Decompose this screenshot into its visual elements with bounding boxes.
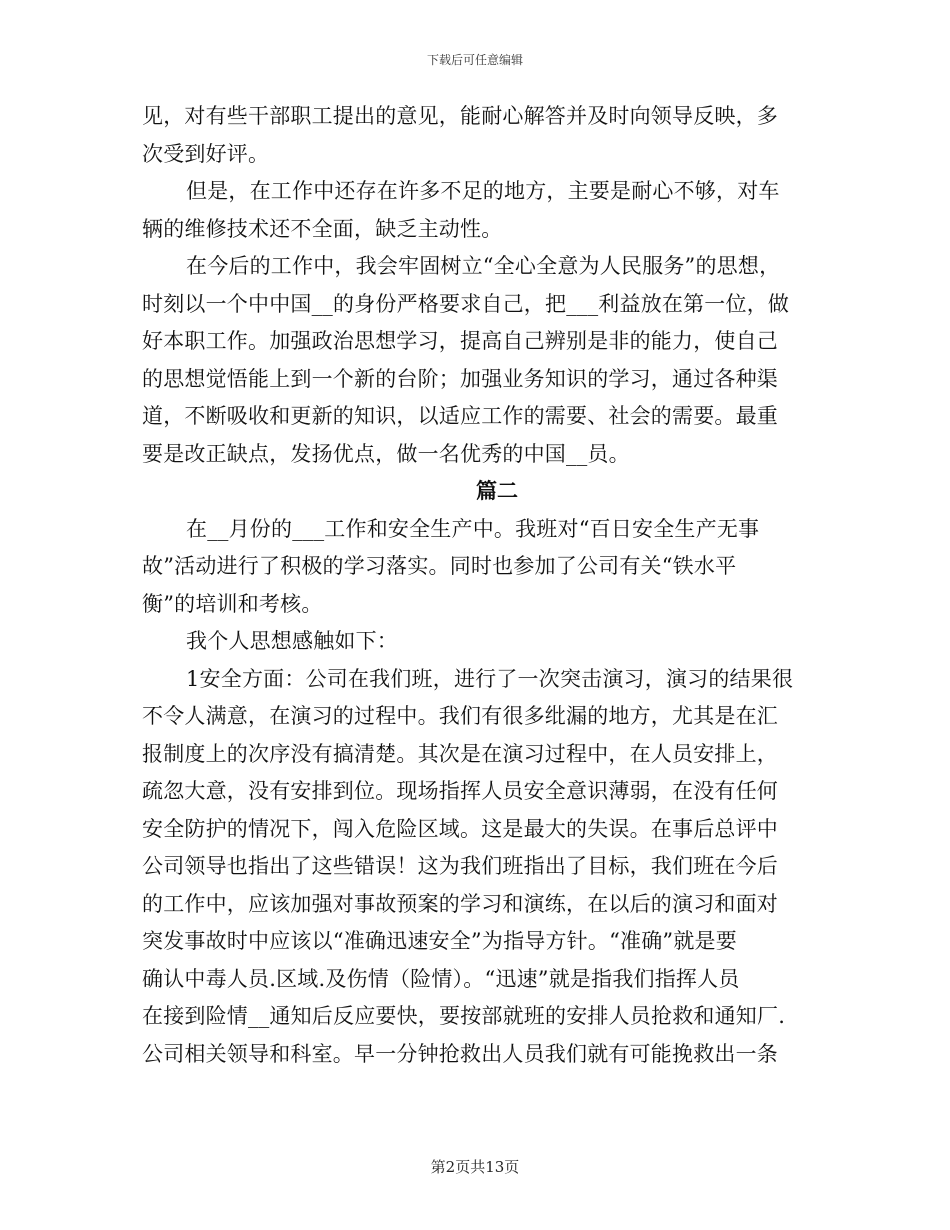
paragraph-line: 衡”的培训和考核。 bbox=[142, 591, 323, 616]
paragraph-line: 次受到好评。 bbox=[142, 141, 270, 166]
paragraph-line: 1安全方面：公司在我们班，进行了一次突击演习，演习的结果很 bbox=[186, 666, 794, 691]
paragraph-line: 公司领导也指出了这些错误！这为我们班指出了目标，我们班在今后 bbox=[142, 854, 778, 878]
paragraph-line: 在__月份的___工作和安全生产中。我班对“百日安全生产无事 bbox=[186, 516, 760, 541]
page-number-footer: 第2页共13页 bbox=[430, 1158, 520, 1176]
paragraph-line: 辆的维修技术还不全面，缺乏主动性。 bbox=[142, 216, 503, 241]
paragraph-line: 道，不断吸收和更新的知识，以适应工作的需要、社会的需要。最重 bbox=[142, 404, 778, 428]
document-body bbox=[142, 98, 812, 1073]
paragraph-line: 疏忽大意，没有安排到位。现场指挥人员安全意识薄弱，在没有任何 bbox=[142, 779, 778, 803]
paragraph-line: 故”活动进行了积极的学习落实。同时也参加了公司有关“铁水平 bbox=[142, 554, 737, 578]
paragraph-line: 见，对有些干部职工提出的意见，能耐心解答并及时向领导反映，多 bbox=[142, 104, 778, 128]
paragraph-line: 的思想觉悟能上到一个新的台阶；加强业务知识的学习，通过各种渠 bbox=[142, 366, 778, 391]
section-title: 篇二 bbox=[476, 479, 518, 503]
paragraph-line: 在今后的工作中，我会牢固树立“全心全意为人民服务”的思想， bbox=[186, 254, 781, 278]
paragraph-line: 但是，在工作中还存在许多不足的地方，主要是耐心不够，对车 bbox=[186, 179, 780, 203]
paragraph-line: 公司相关领导和科室。早一分钟抢救出人员我们就有可能挽救出一条 bbox=[142, 1041, 778, 1066]
paragraph-line: 报制度上的次序没有搞清楚。其次是在演习过程中，在人员安排上， bbox=[142, 741, 778, 766]
paragraph-line: 不令人满意，在演习的过程中。我们有很多纰漏的地方，尤其是在汇 bbox=[142, 704, 778, 728]
paragraph-line: 突发事故时中应该以“准确迅速安全”为指导方针。“准确”就是要 bbox=[142, 929, 737, 953]
paragraph-line: 要是改正缺点，发扬优点，做一名优秀的中国__员。 bbox=[142, 441, 630, 466]
paragraph-line: 安全防护的情况下，闯入危险区域。这是最大的失误。在事后总评中 bbox=[142, 816, 778, 841]
paragraph-line: 我个人思想感触如下： bbox=[186, 629, 398, 653]
paragraph-line: 的工作中，应该加强对事故预案的学习和演练，在以后的演习和面对 bbox=[142, 891, 778, 916]
paragraph-line: 时刻以一个中中国__的身份严格要求自己，把___利益放在第一位，做 bbox=[142, 291, 790, 316]
paragraph-line: 好本职工作。加强政治思想学习，提高自己辨别是非的能力，使自己 bbox=[142, 329, 778, 353]
paragraph-line: 在接到险情__通知后反应要快，要按部就班的安排人员抢救和通知厂. bbox=[142, 1004, 786, 1028]
page-header: 下载后可任意编辑 bbox=[426, 53, 523, 67]
paragraph-line: 确认中毒人员.区域.及伤情（险情）。“迅速”就是指我们指挥人员 bbox=[142, 966, 740, 991]
